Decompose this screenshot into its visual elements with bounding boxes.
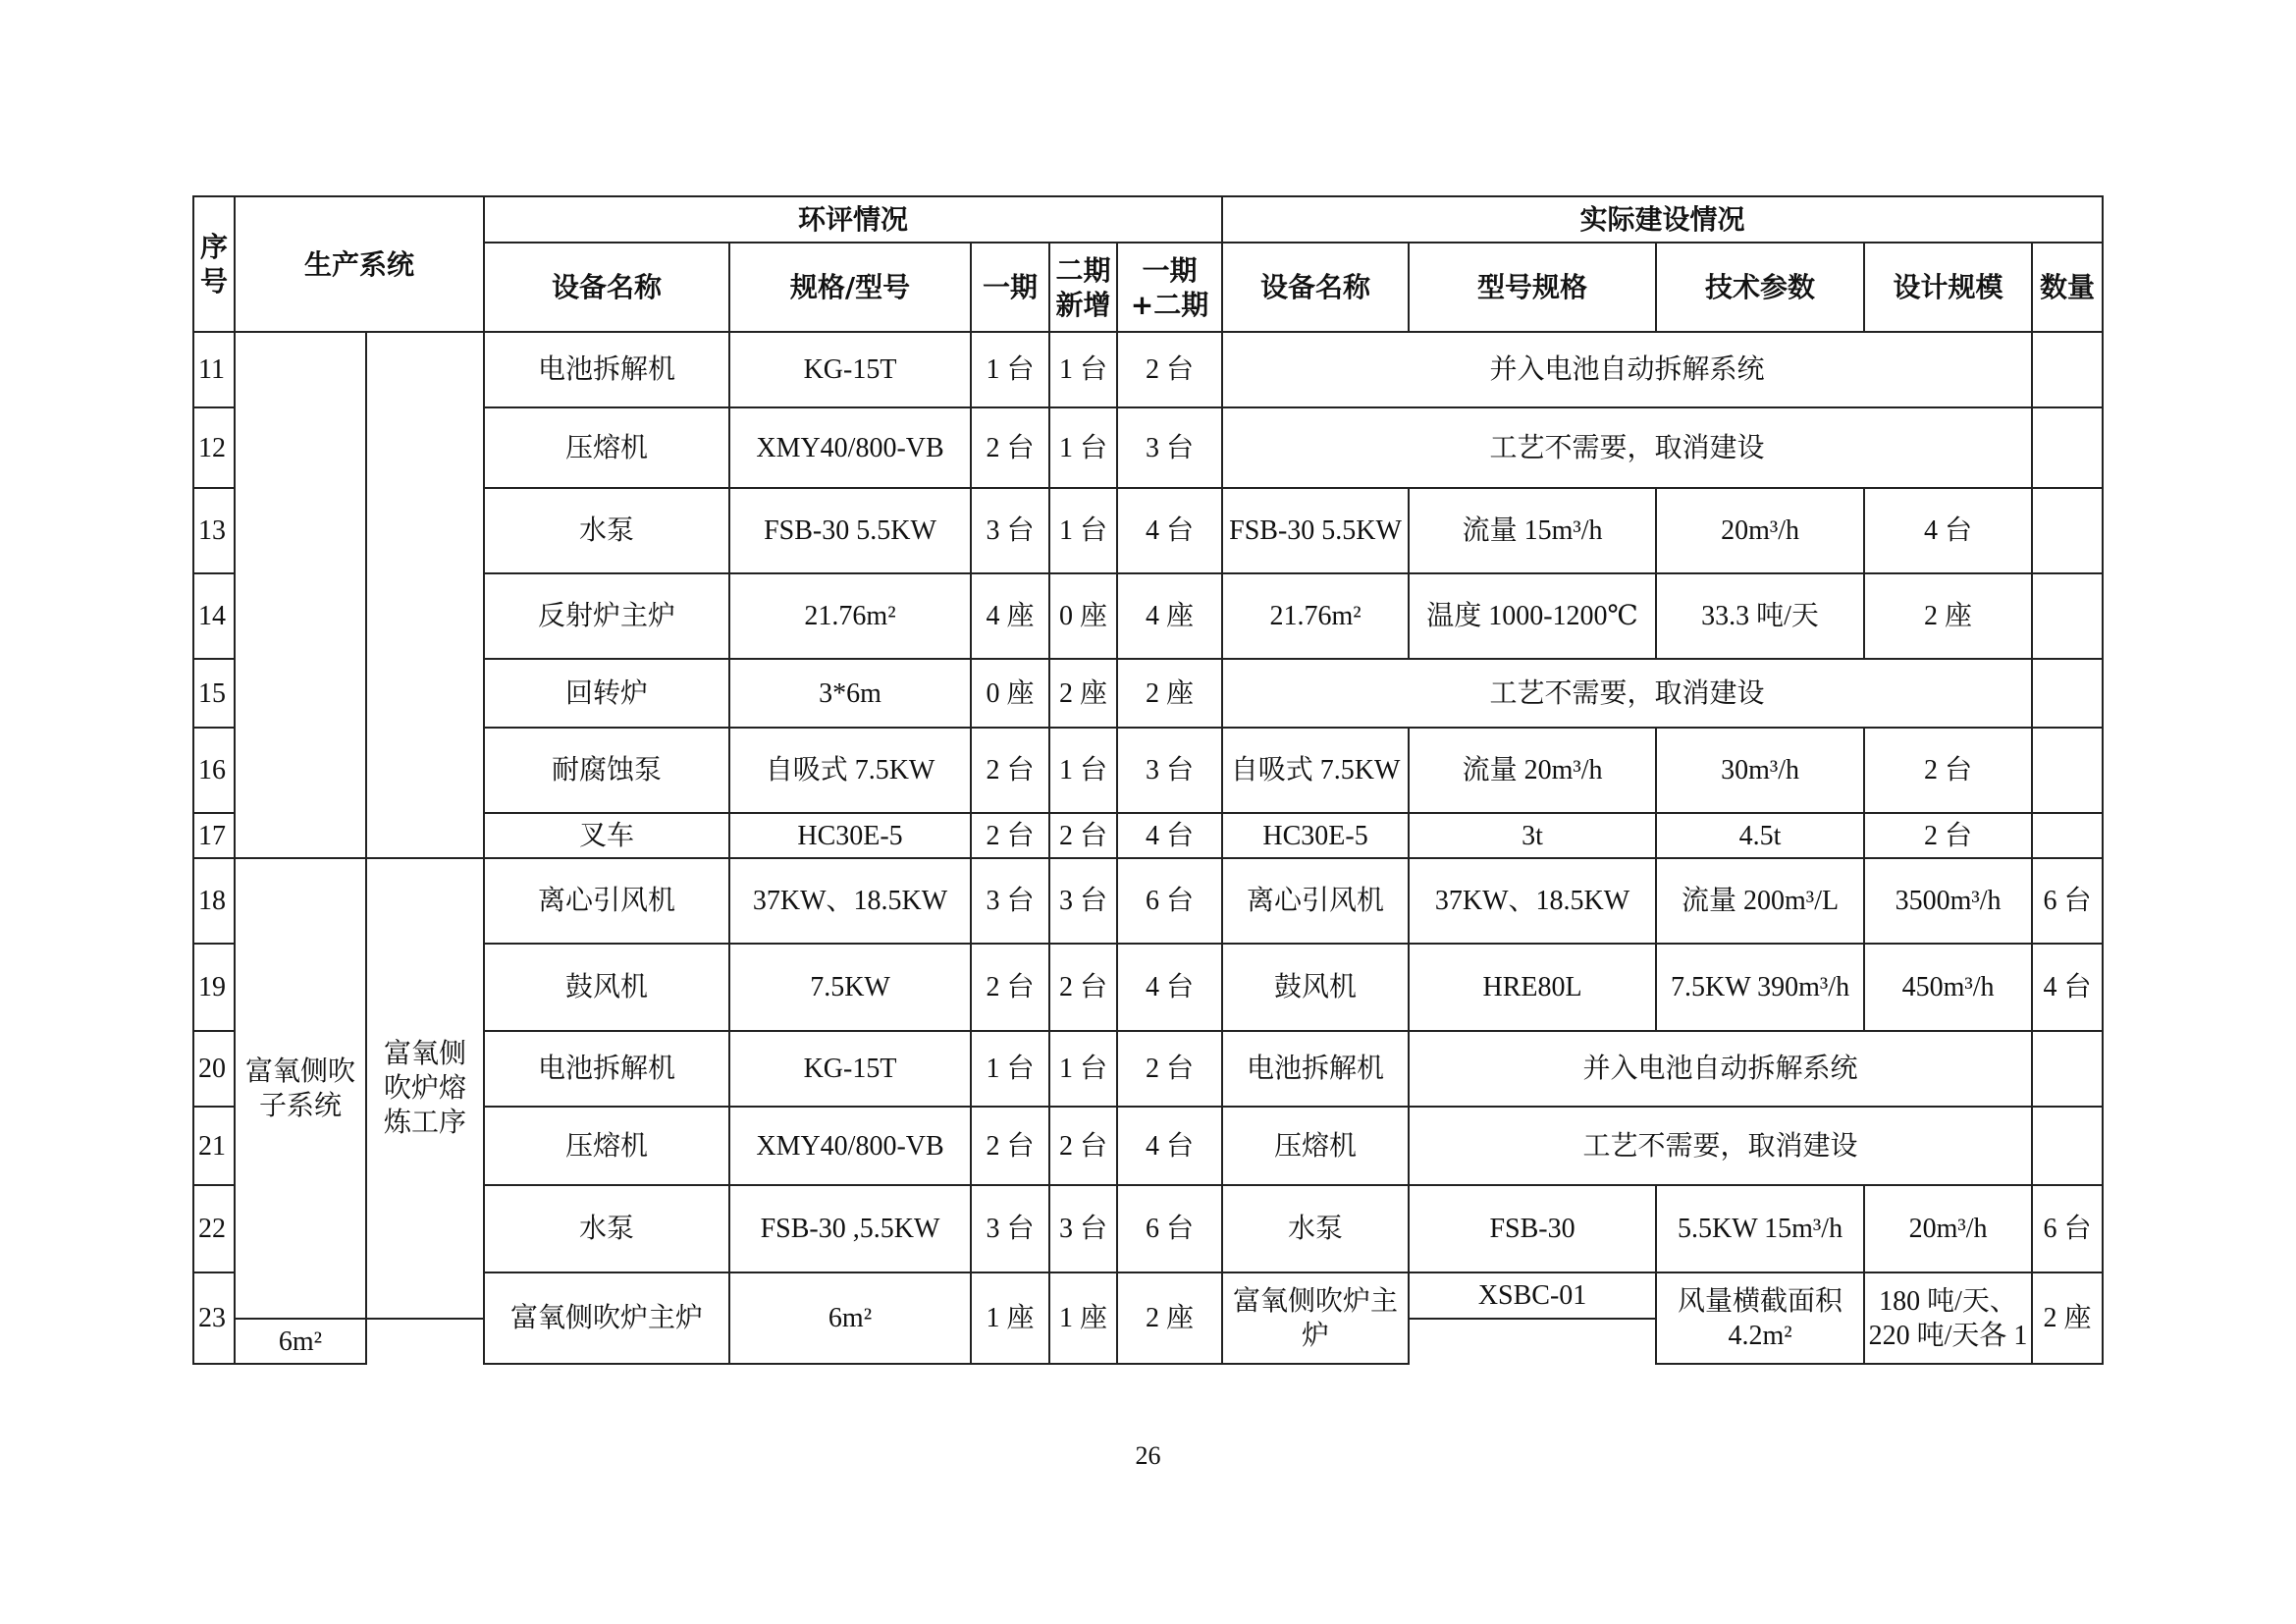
actual-scale: 450m³/h [1864,944,2032,1031]
actual-qty [2032,332,2103,407]
actual-qty [2032,659,2103,728]
row-number: 22 [193,1185,235,1272]
eia-phase1: 3 台 [971,858,1049,944]
actual-model: HRE80L [1409,944,1656,1031]
eia-name: 电池拆解机 [484,1031,729,1107]
eia-name: 叉车 [484,813,729,858]
eia-phase2: 1 台 [1049,1031,1117,1107]
eia-spec: KG-15T [729,332,971,407]
header-eia-total: 一期+二期 [1117,243,1222,332]
header-act-qty: 数量 [2032,243,2103,332]
eia-phase1: 2 台 [971,407,1049,488]
eia-phase1: 0 座 [971,659,1049,728]
row-number: 11 [193,332,235,407]
eia-total: 3 台 [1117,728,1222,813]
actual-tech: 4.5t [1656,813,1864,858]
actual-note: 工艺不需要，取消建设 [1222,407,2032,488]
actual-name: 水泵 [1222,1185,1409,1272]
actual-model: 流量 15m³/h [1409,488,1656,573]
eia-spec: 6m² [729,1272,971,1364]
row-number: 23 [193,1272,235,1364]
eia-phase2: 3 台 [1049,1185,1117,1272]
process-cell-empty [366,332,484,858]
header-eia-phase1: 一期 [971,243,1049,332]
eia-phase1: 1 台 [971,332,1049,407]
eia-name: 水泵 [484,1185,729,1272]
row-number: 17 [193,813,235,858]
actual-name: 富氧侧吹炉主炉 [1222,1272,1409,1364]
eia-spec: 21.76m² [729,573,971,659]
row-number: 20 [193,1031,235,1107]
eia-phase2: 3 台 [1049,858,1117,944]
eia-phase2: 2 台 [1049,813,1117,858]
group-oxy-process: 富氧侧吹炉熔炼工序 [366,858,484,1319]
header-actual: 实际建设情况 [1222,196,2103,243]
eia-spec: FSB-30 ,5.5KW [729,1185,971,1272]
eia-name: 鼓风机 [484,944,729,1031]
actual-qty [2032,407,2103,488]
eia-total: 2 座 [1117,1272,1222,1364]
header-seq: 序号 [193,196,235,332]
actual-note: 并入电池自动拆解系统 [1222,332,2032,407]
eia-phase1: 1 座 [971,1272,1049,1364]
actual-scale: 2 台 [1864,728,2032,813]
eia-spec: 37KW、18.5KW [729,858,971,944]
row-number: 12 [193,407,235,488]
eia-phase1: 2 台 [971,813,1049,858]
eia-spec: HC30E-5 [729,813,971,858]
actual-scale: 4 台 [1864,488,2032,573]
actual-scale: 180 吨/天、220 吨/天各 1 [1864,1272,2032,1364]
header-eia-spec: 规格/型号 [729,243,971,332]
actual-qty [2032,813,2103,858]
eia-phase1: 1 台 [971,1031,1049,1107]
actual-qty [2032,573,2103,659]
actual-model: 37KW、18.5KW [1409,858,1656,944]
eia-name: 耐腐蚀泵 [484,728,729,813]
eia-phase1: 3 台 [971,488,1049,573]
actual-qty: 6 台 [2032,858,2103,944]
actual-note: 工艺不需要，取消建设 [1409,1107,2032,1185]
actual-model-1: XSBC-01 [1409,1272,1656,1319]
eia-total: 4 台 [1117,1107,1222,1185]
actual-tech: 7.5KW 390m³/h [1656,944,1864,1031]
actual-model: 温度 1000-1200℃ [1409,573,1656,659]
actual-name: HC30E-5 [1222,813,1409,858]
actual-qty: 6 台 [2032,1185,2103,1272]
header-eia-phase2: 二期新增 [1049,243,1117,332]
row-number: 19 [193,944,235,1031]
actual-scale: 2 座 [1864,573,2032,659]
eia-name: 离心引风机 [484,858,729,944]
row-number: 21 [193,1107,235,1185]
actual-name: 离心引风机 [1222,858,1409,944]
actual-model: 3t [1409,813,1656,858]
actual-name: FSB-30 5.5KW [1222,488,1409,573]
actual-tech: 30m³/h [1656,728,1864,813]
eia-total: 2 台 [1117,332,1222,407]
page-number: 26 [1135,1441,1161,1470]
actual-name: 自吸式 7.5KW [1222,728,1409,813]
eia-phase2: 1 台 [1049,407,1117,488]
eia-total: 4 台 [1117,944,1222,1031]
eia-phase1: 4 座 [971,573,1049,659]
eia-phase2: 2 座 [1049,659,1117,728]
eia-total: 4 台 [1117,488,1222,573]
header-eia: 环评情况 [484,196,1222,243]
table-row [193,332,2103,407]
eia-spec: XMY40/800-VB [729,1107,971,1185]
actual-name: 鼓风机 [1222,944,1409,1031]
eia-total: 3 台 [1117,407,1222,488]
actual-model: 流量 20m³/h [1409,728,1656,813]
actual-model-2: 6m² [235,1319,366,1364]
eia-spec: XMY40/800-VB [729,407,971,488]
eia-phase2: 2 台 [1049,1107,1117,1185]
system-cell-empty [235,332,366,858]
actual-qty [2032,1031,2103,1107]
eia-total: 4 座 [1117,573,1222,659]
eia-phase2: 1 台 [1049,488,1117,573]
group-oxy-system: 富氧侧吹子系统 [235,858,366,1319]
header-act-name: 设备名称 [1222,243,1409,332]
row-number: 14 [193,573,235,659]
eia-total: 6 台 [1117,858,1222,944]
eia-spec: KG-15T [729,1031,971,1107]
table-row [193,858,2103,944]
header-system: 生产系统 [235,196,484,332]
actual-qty [2032,488,2103,573]
actual-name: 压熔机 [1222,1107,1409,1185]
actual-note: 并入电池自动拆解系统 [1409,1031,2032,1107]
eia-phase2: 1 台 [1049,332,1117,407]
eia-name: 富氧侧吹炉主炉 [484,1272,729,1364]
actual-note: 工艺不需要，取消建设 [1222,659,2032,728]
eia-name: 压熔机 [484,1107,729,1185]
actual-qty [2032,1107,2103,1185]
actual-tech: 33.3 吨/天 [1656,573,1864,659]
eia-phase2: 1 台 [1049,728,1117,813]
row-number: 13 [193,488,235,573]
eia-spec: 自吸式 7.5KW [729,728,971,813]
eia-total: 4 台 [1117,813,1222,858]
actual-tech: 20m³/h [1656,488,1864,573]
actual-name: 电池拆解机 [1222,1031,1409,1107]
eia-spec: 7.5KW [729,944,971,1031]
row-number: 15 [193,659,235,728]
equipment-table [192,195,2104,1365]
actual-tech: 风量横截面积 4.2m² [1656,1272,1864,1364]
eia-phase1: 3 台 [971,1185,1049,1272]
eia-spec: FSB-30 5.5KW [729,488,971,573]
eia-phase2: 1 座 [1049,1272,1117,1364]
actual-qty: 2 座 [2032,1272,2103,1364]
eia-phase1: 2 台 [971,728,1049,813]
actual-scale: 2 台 [1864,813,2032,858]
row-number: 16 [193,728,235,813]
eia-phase2: 2 台 [1049,944,1117,1031]
actual-scale: 20m³/h [1864,1185,2032,1272]
eia-total: 2 座 [1117,659,1222,728]
actual-qty: 4 台 [2032,944,2103,1031]
actual-scale: 3500m³/h [1864,858,2032,944]
eia-name: 水泵 [484,488,729,573]
eia-name: 反射炉主炉 [484,573,729,659]
eia-spec: 3*6m [729,659,971,728]
eia-name: 压熔机 [484,407,729,488]
eia-phase1: 2 台 [971,944,1049,1031]
eia-total: 6 台 [1117,1185,1222,1272]
header-act-scale: 设计规模 [1864,243,2032,332]
eia-phase2: 0 座 [1049,573,1117,659]
header-act-model: 型号规格 [1409,243,1656,332]
actual-name: 21.76m² [1222,573,1409,659]
header-eia-name: 设备名称 [484,243,729,332]
actual-tech: 5.5KW 15m³/h [1656,1185,1864,1272]
eia-name: 电池拆解机 [484,332,729,407]
header-act-tech: 技术参数 [1656,243,1864,332]
row-number: 18 [193,858,235,944]
eia-phase1: 2 台 [971,1107,1049,1185]
eia-name: 回转炉 [484,659,729,728]
actual-tech: 流量 200m³/L [1656,858,1864,944]
eia-total: 2 台 [1117,1031,1222,1107]
actual-model: FSB-30 [1409,1185,1656,1272]
actual-qty [2032,728,2103,813]
